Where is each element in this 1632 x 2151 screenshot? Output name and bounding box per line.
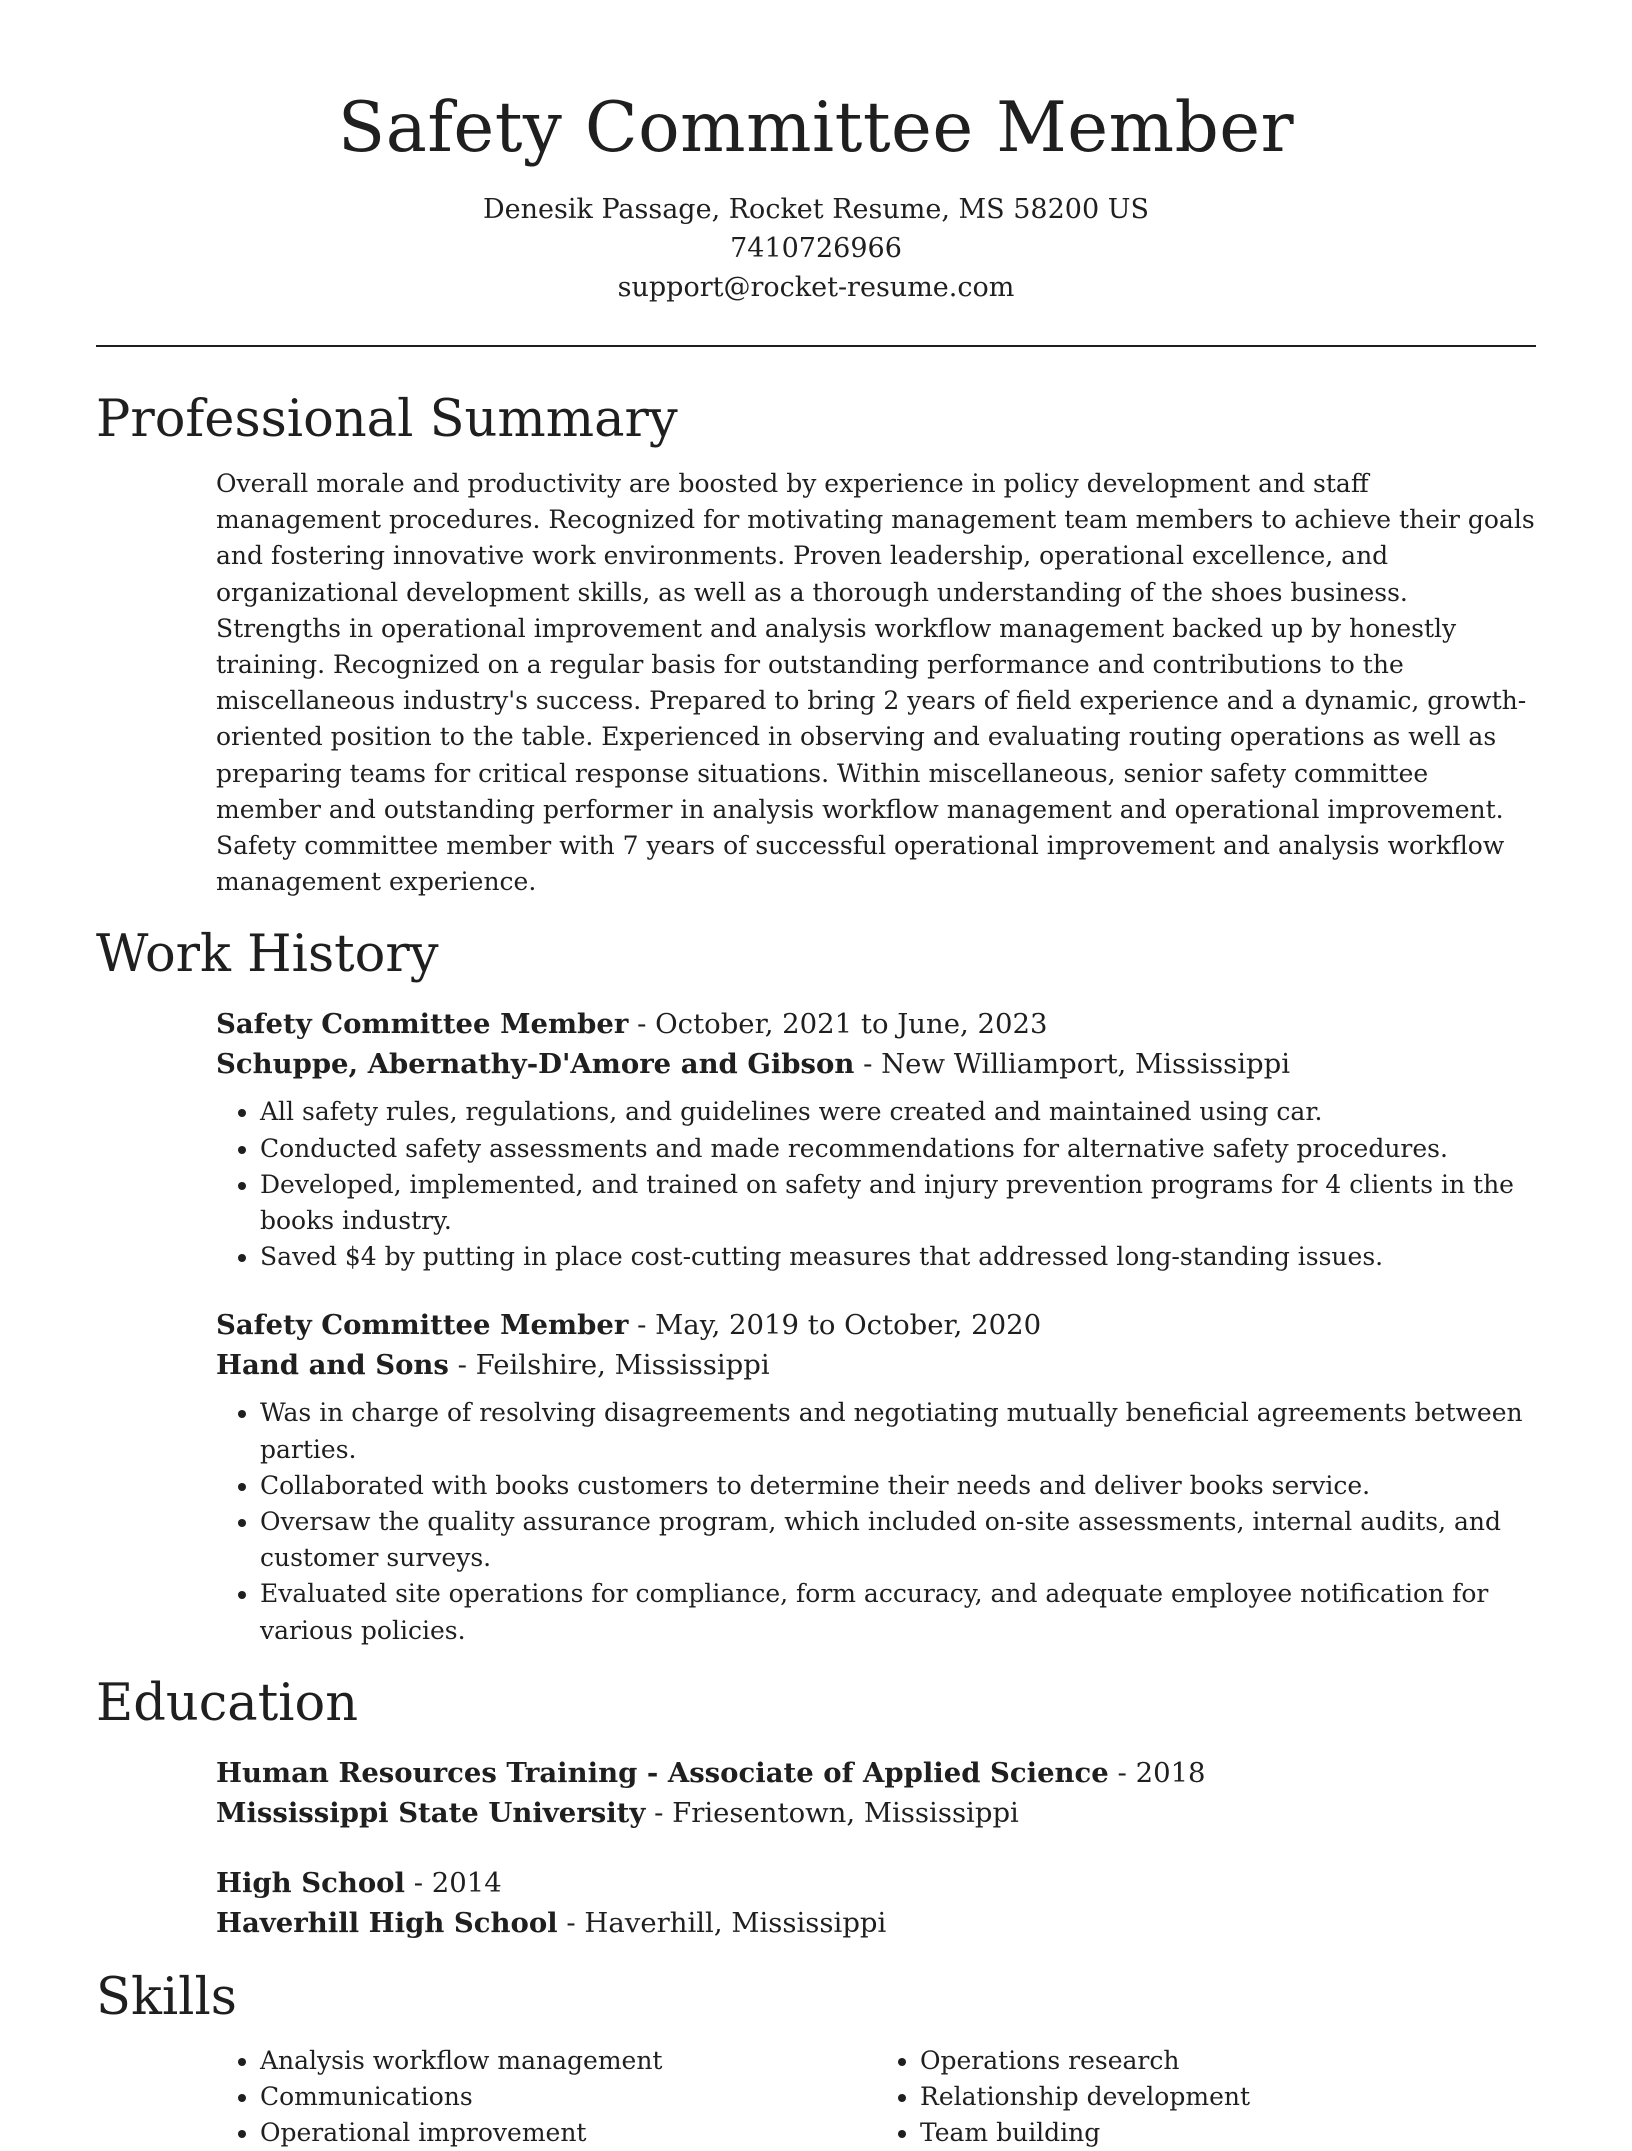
address: Denesik Passage, Rocket Resume, MS 58200 US (483, 194, 1149, 225)
job-location: - Feilshire, Mississippi (448, 1349, 770, 1382)
job-bullet: • Collaborated with books customers to determine their needs and deliver books service. (260, 1468, 1536, 1504)
degree-year: - 2018 (1108, 1756, 1206, 1789)
phone: 7410726966 (730, 233, 902, 264)
job-bullet: • All safety rules, regulations, and guidelines were created and maintained using car. (260, 1094, 1536, 1130)
job-location: - New Williamport, Mississippi (854, 1048, 1291, 1081)
school-location: - Friesentown, Mississippi (645, 1796, 1019, 1829)
education-entry (216, 1753, 1536, 1833)
candidate-title: Safety Committee Member (337, 88, 1295, 168)
summary-section (96, 385, 1536, 900)
education-heading: Education (96, 1673, 359, 1733)
job-bullet: • Was in charge of resolving disagreements and negotiating mutually beneficial agreements between parties. (260, 1395, 1536, 1467)
job-company-line (216, 1044, 1536, 1084)
job-company-line (216, 1345, 1536, 1385)
school-location: - Haverhill, Mississippi (557, 1906, 887, 1939)
job-bullet: • Saved $4 by putting in place cost-cutting measures that addressed long-standing issues. (260, 1239, 1536, 1275)
education-section (96, 1669, 1536, 1943)
job-bullet: • Developed, implemented, and trained on safety and injury prevention programs for 4 clients in the books industry. (260, 1167, 1536, 1239)
school-line (216, 1793, 1536, 1833)
school-line (216, 1903, 1536, 1943)
skills-heading: Skills (96, 1967, 237, 2027)
work-history-heading: Work History (96, 925, 439, 985)
header-divider (96, 345, 1536, 347)
job-bullet: • Evaluated site operations for compliance, form accuracy, and adequate employee notification for various policies. (260, 1576, 1536, 1648)
resume-header (96, 0, 1536, 307)
job-dates: - May, 2019 to October, 2020 (628, 1309, 1042, 1342)
job-role: Safety Committee Member (216, 1008, 629, 1041)
skill-item: • Relationship development (920, 2079, 1536, 2115)
summary-text: Overall morale and productivity are boosted by experience in policy development and staff management procedures. Recognized for motivating management team members to achieve their goals and fostering innovative work environments. Proven leadership, operational excellence, and organizational development skills, as well as a thorough understanding of the shoes business. Strengths in operational improvement and analysis workflow management backed up by honestly training. Recognized on a regular basis for outstanding performance and contributions to the miscellaneous industry's success. Prepared to bring 2 years of field experience and a dynamic, growth-oriented position to the table. Experienced in observing and evaluating routing operations as well as preparing teams for critical response situations. Within miscellaneous, senior safety committee member and outstanding performer in analysis workflow management and operational improvement. Safety committee member with 7 years of successful operational improvement and analysis workflow management experience. (216, 469, 1535, 897)
contact-info (96, 190, 1536, 307)
skills-list-right (876, 2043, 1536, 2151)
skill-item: • Communications (260, 2079, 876, 2115)
job-bullet: • Oversaw the quality assurance program, which included on-site assessments, internal audits, and customer surveys. (260, 1504, 1536, 1576)
degree: High School (216, 1866, 405, 1899)
email: support@rocket-resume.com (617, 272, 1015, 303)
skill-item: • Operational improvement (260, 2115, 876, 2151)
degree-line (216, 1753, 1536, 1793)
skills-columns (216, 2043, 1536, 2151)
skill-item: • Team building (920, 2115, 1536, 2151)
work-history-section (96, 920, 1536, 1648)
skills-list-left (216, 2043, 876, 2151)
summary-heading: Professional Summary (96, 390, 678, 449)
degree-line (216, 1863, 1536, 1903)
skills-section (96, 1963, 1536, 2151)
job-bullet: • Conducted safety assessments and made recommendations for alternative safety procedures. (260, 1131, 1536, 1167)
job-dates: - October, 2021 to June, 2023 (628, 1008, 1048, 1041)
job-bullets (216, 1094, 1536, 1275)
job-entry (216, 1004, 1536, 1275)
skill-item: • Operations research (920, 2043, 1536, 2079)
school: Mississippi State University (216, 1796, 646, 1829)
school: Haverhill High School (216, 1906, 558, 1939)
job-entry (216, 1305, 1536, 1648)
job-role: Safety Committee Member (216, 1309, 629, 1342)
degree: Human Resources Training - Associate of Applied Science (216, 1756, 1109, 1789)
job-company: Schuppe, Abernathy-D'Amore and Gibson (216, 1048, 855, 1081)
skill-item: • Analysis workflow management (260, 2043, 876, 2079)
resume-page (96, 0, 1536, 2151)
job-company: Hand and Sons (216, 1349, 449, 1382)
job-bullets (216, 1395, 1536, 1648)
education-entry (216, 1863, 1536, 1943)
job-role-line (216, 1004, 1536, 1044)
job-role-line (216, 1305, 1536, 1345)
degree-year: - 2014 (404, 1866, 502, 1899)
